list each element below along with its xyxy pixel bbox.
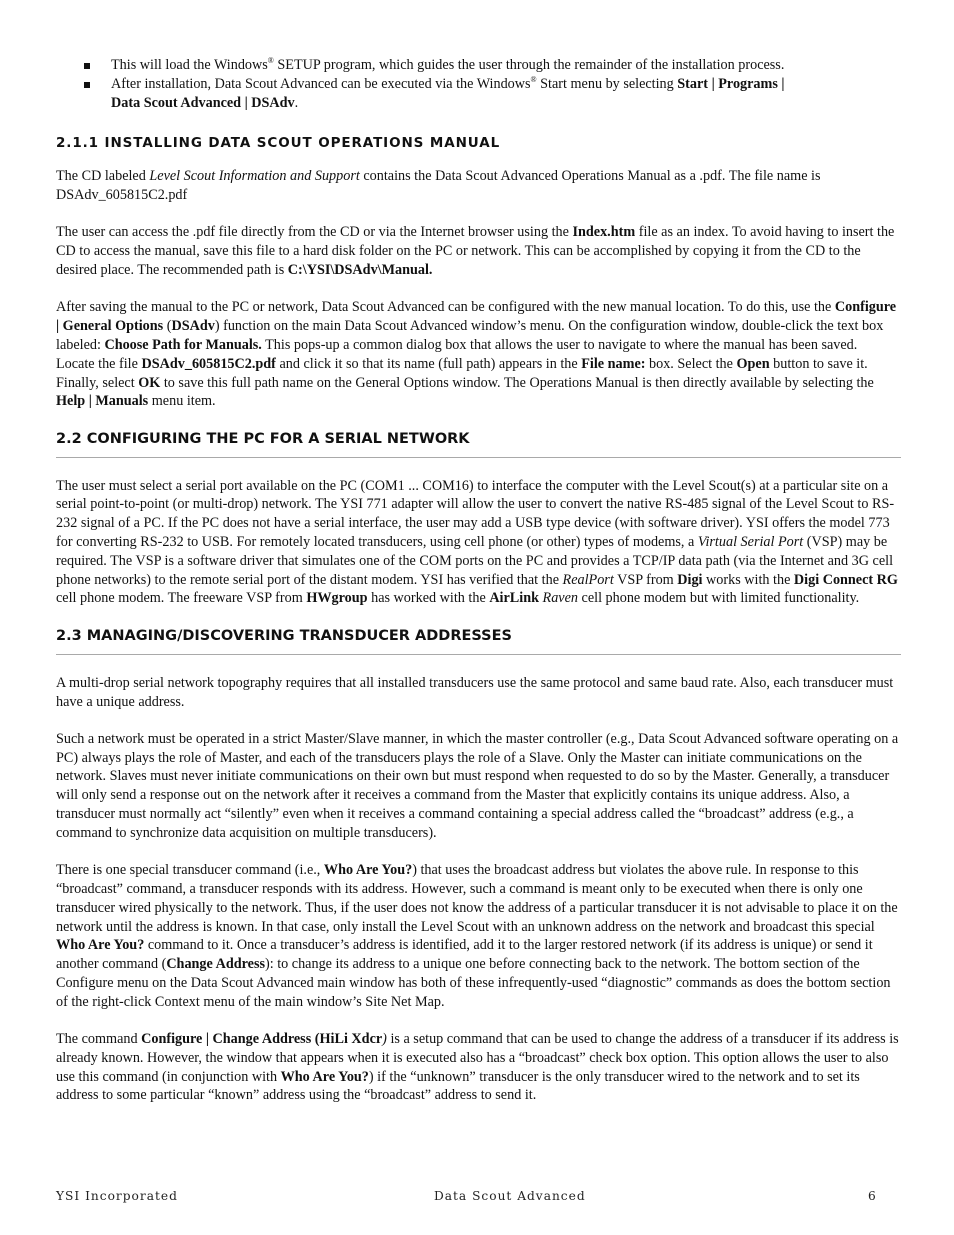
page-content — [56, 56, 899, 1124]
section-heading-2-1-1: 2.1.1 INSTALLING DATA SCOUT OPERATIONS MANUAL — [56, 135, 501, 152]
paragraph: The user can access the .pdf file directly from the CD or via the Internet browser using the Index.htm file as an index. To avoid having to insert the CD to access the manual, save this file to a hard disk folder on the PC or network. This can be accomplished by copying it from the CD to the desired place. The recommended path is C:\YSI\DSAdv\Manual. — [56, 224, 895, 279]
paragraph: There is one special transducer command (i.e., Who Are You?) that uses the broadcast address but violates the above rule. In response to this “broadcast” command, a transducer responds with its address. However, such a command is meant only to be executed when there is only one transducer wired physically to the network. Thus, if the user does not know the address of a particular transducer it is not advisable to place it on the network until the address is known. In that case, only install the Level Scout with an unknown address on the network and broadcast this special Who Are You? command to it. Once a transducer’s address is identified, add it to the larger restored network (if its address is unique) or send it another command (Change Address): to change its address to a unique one before connecting back to the network. The bottom section of the Configure menu on the Data Scout Advanced main window has both of these infrequently-used “diagnostic” commands as does the bottom section of the right-click Context menu of the main window’s Site Net Map. — [56, 862, 898, 1010]
square-bullet-icon — [84, 82, 90, 88]
section-divider — [56, 654, 901, 655]
install-bullet-list — [56, 56, 899, 112]
footer-page-number: 6 — [868, 1189, 877, 1203]
paragraph: The CD labeled Level Scout Information and Support contains the Data Scout Advanced Operations Manual as a .pdf. The file name is DSAdv_605815C2.pdf — [56, 168, 821, 204]
section-divider — [56, 457, 901, 458]
section-heading-2-3: 2.3 MANAGING/DISCOVERING TRANSDUCER ADDRESSES — [56, 627, 512, 644]
paragraph: A multi-drop serial network topography requires that all installed transducers use the same protocol and same baud rate. Also, each transducer must have a unique address. — [56, 674, 894, 710]
square-bullet-icon — [84, 63, 90, 69]
paragraph: The command Configure | Change Address (HiLi Xdcr) is a setup command that can be used to change the address of a transducer if its address is already known. However, the window that appears when it is executed also has a “broadcast” check box option. This option allows the user to also use this command (in conjunction with Who Are You?) if the “unknown” transducer is the only transducer wired to the network and to set its address to some particular “known” address using the “broadcast” address to send it. — [56, 1030, 899, 1104]
paragraph: The user must select a serial port available on the PC (COM1 ... COM16) to interface the computer with the Level Scout(s) at a particular site on a serial point-to-point (or multi-drop) network. The YSI 771 adapter will allow the user to convert the native RS-485 signal of the Level Scout to RS-232 signal of a PC. If the PC does not have a serial interface, the user may add a USB type device (with software driver). YSI offers the model 773 for converting RS-232 to USB. For remotely located transducers, using cell phone (or other) types of modems, a Virtual Serial Port (VSP) may be required. The VSP is a software driver that simulates one of the COM ports on the PC and provides a TCP/IP data path (via the Internet and 3G cell phone networks) to the remote serial port of the distant modem. YSI has verified that the RealPort VSP from Digi works with the Digi Connect RG cell phone modem. The freeware VSP from HWgroup has worked with the AirLink Raven cell phone modem but with limited functionality. — [56, 477, 898, 607]
paragraph: After saving the manual to the PC or network, Data Scout Advanced can be configured with the new manual location. To do this, use the Configure | General Options (DSAdv) function on the main Data Scout Advanced window’s menu. On the configuration window, double-click the text box labeled: Choose Path for Manuals. This pops-up a common dialog box that allows the user to navigate to where the manual has been saved. Locate the file DSAdv_605815C2.pdf and click it so that its name (full path) appears in the File name: box. Select the Open button to save it. Finally, select OK to save this full path name on the General Options window. The Operations Manual is then directly available by selecting the Help | Manuals menu item. — [56, 299, 897, 410]
footer-company: YSI Incorporated — [56, 1189, 178, 1203]
bullet-item: This will load the Windows® SETUP program, which guides the user through the remainder of the installation process. — [56, 56, 899, 75]
bullet-item: After installation, Data Scout Advanced can be executed via the Windows® Start menu by selecting Start | Programs | Data Scout Advanced | DSAdv. — [56, 75, 899, 113]
section-heading-2-2: 2.2 CONFIGURING THE PC FOR A SERIAL NETWORK — [56, 430, 470, 447]
footer-product: Data Scout Advanced — [434, 1189, 586, 1203]
paragraph: Such a network must be operated in a strict Master/Slave manner, in which the master controller (e.g., Data Scout Advanced software operating on a PC) always plays the role of Master, and each of the transducers plays the role of a Slave. Only the Master can initiate communications on the network. Slaves must never initiate communications on their own but must respond when requested to do so by the Master. Generally, a transducer will only send a response out on the network after it receives a command from the Master that explicitly contains its unique address. Also, a transducer must normally act “silently” even when it receives a command containing a special address called the “broadcast” address (e.g., a command to synchronize data acquisition on multiple transducers). — [56, 730, 899, 841]
